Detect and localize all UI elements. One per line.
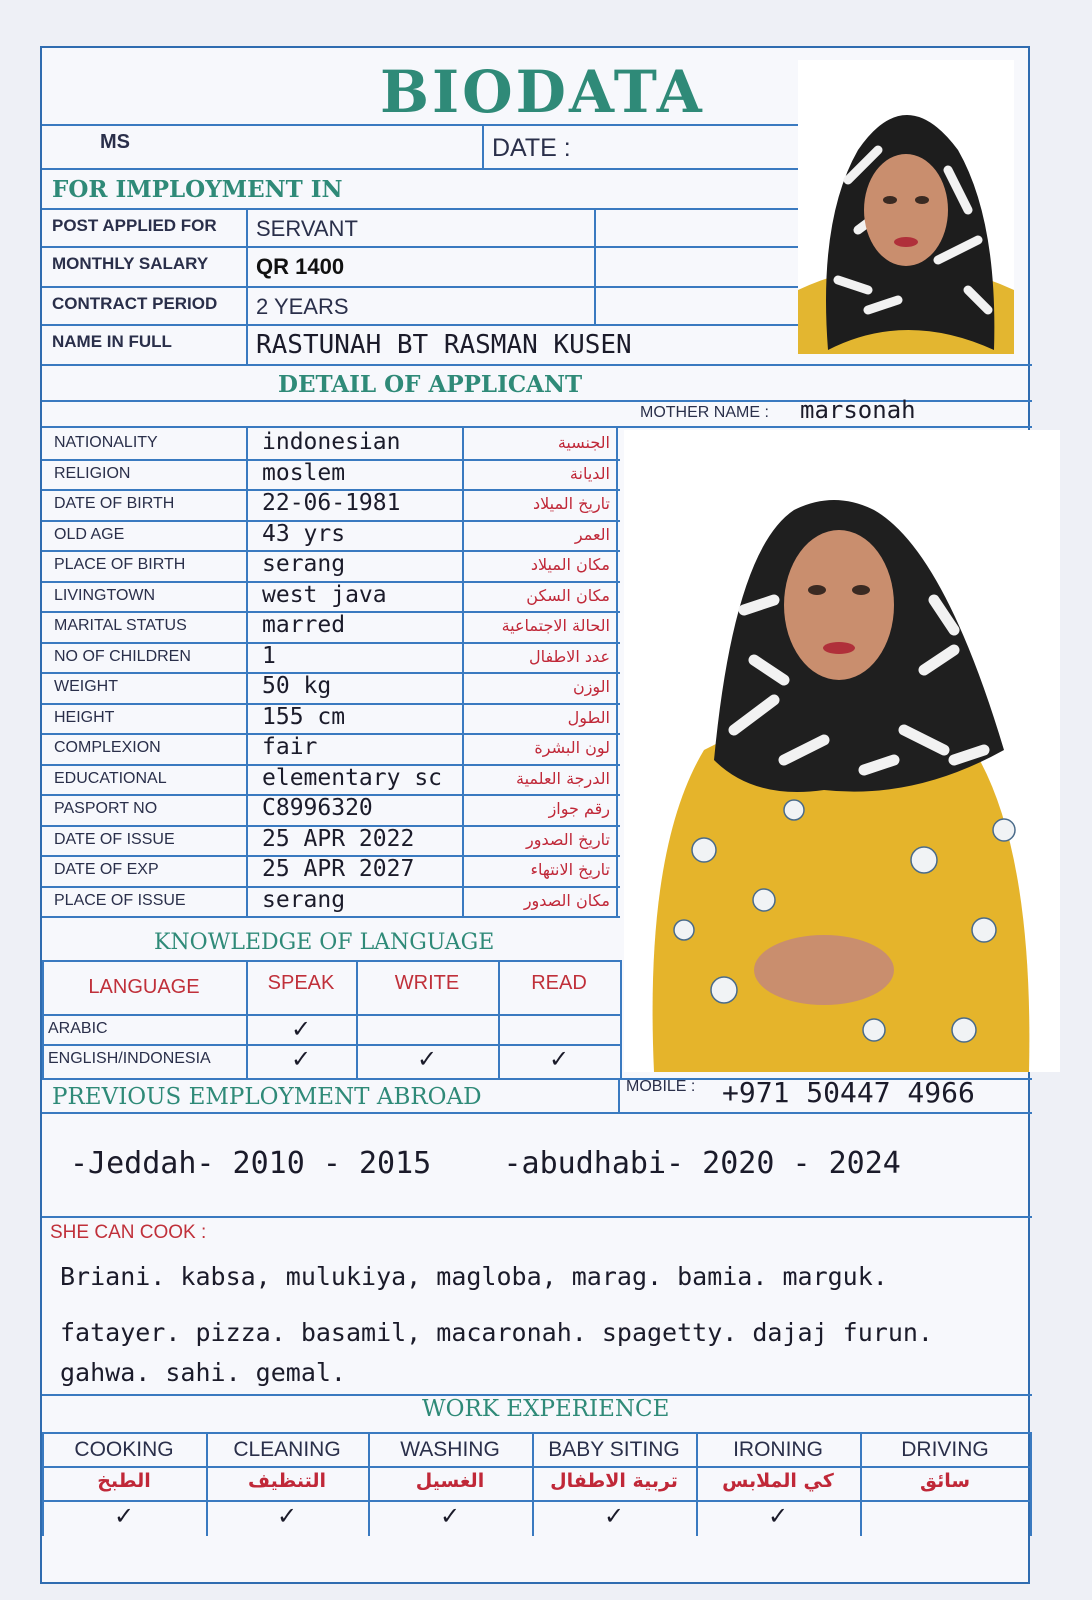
previous-entries: -Jeddah- 2010 - 2015 -abudhabi- 2020 - 2024 — [70, 1146, 901, 1181]
applicant-label: DATE OF BIRTH — [54, 495, 175, 512]
applicant-arabic-label: مكان الميلاد — [530, 555, 610, 574]
employment-label: NAME IN FULL — [52, 332, 172, 351]
work-skill-check: ✓ — [767, 1502, 789, 1530]
employment-label: POST APPLIED FOR — [52, 216, 217, 235]
applicant-arabic-label: مكان الصدور — [523, 891, 610, 910]
language-name: ARABIC — [48, 1020, 108, 1037]
cook-label: SHE CAN COOK : — [50, 1222, 207, 1243]
mobile-label: MOBILE : — [626, 1078, 696, 1095]
applicant-arabic-label: الديانة — [569, 464, 610, 483]
applicant-value: serang — [262, 551, 346, 577]
applicant-value: 155 cm — [262, 704, 346, 730]
applicant-arabic-label: عدد الاطفال — [528, 647, 610, 666]
applicant-value: C8996320 — [262, 795, 373, 821]
applicant-value: indonesian — [262, 429, 401, 455]
work-skill-arabic: تربية الاطفال — [550, 1470, 678, 1492]
language-column-header: LANGUAGE — [88, 976, 200, 998]
previous-heading: PREVIOUS EMPLOYMENT ABROAD — [52, 1084, 482, 1110]
work-skill-label: IRONING — [733, 1438, 823, 1461]
applicant-arabic-label: تاريخ الميلاد — [533, 494, 610, 513]
applicant-label: PASPORT NO — [54, 800, 158, 817]
applicant-label: MARITAL STATUS — [54, 617, 187, 634]
applicant-value: 43 yrs — [262, 521, 346, 547]
language-heading: KNOWLEDGE OF LANGUAGE — [154, 930, 495, 955]
mother-value: marsonah — [800, 396, 916, 424]
read-column-header: READ — [531, 972, 587, 994]
applicant-label: DATE OF EXP — [54, 861, 159, 878]
applicant-label: RELIGION — [54, 465, 131, 482]
work-skill-label: CLEANING — [233, 1438, 341, 1461]
applicant-arabic-label: العمر — [574, 525, 610, 544]
applicant-arabic-label: مكان السكن — [526, 586, 610, 605]
work-skill-arabic: كي الملابس — [722, 1470, 834, 1492]
full-body-photo — [624, 430, 1060, 1072]
applicant-value: fair — [262, 734, 318, 760]
work-skill-arabic: الغسيل — [415, 1470, 485, 1492]
employment-label: MONTHLY SALARY — [52, 254, 209, 273]
applicant-label: HEIGHT — [54, 709, 115, 726]
employment-value: 2 YEARS — [256, 294, 349, 319]
page-title: BIODATA — [380, 58, 705, 126]
work-skill-arabic: الطبخ — [97, 1470, 151, 1492]
applicant-arabic-label: لون البشرة — [534, 738, 610, 757]
applicant-arabic-label: الجنسية — [557, 433, 610, 452]
applicant-label: WEIGHT — [54, 678, 118, 695]
applicant-arabic-label: تاريخ الصدور — [526, 830, 610, 849]
applicant-value: west java — [262, 582, 387, 608]
applicant-value: 25 APR 2022 — [262, 826, 415, 852]
applicant-arabic-label: رقم جواز — [548, 799, 610, 818]
applicant-value: serang — [262, 887, 346, 913]
portrait-photo-image — [798, 60, 1014, 354]
portrait-photo — [798, 60, 1014, 354]
applicant-value: elementary sc — [262, 765, 443, 791]
work-skill-label: DRIVING — [901, 1438, 989, 1461]
language-speak-check: ✓ — [290, 1045, 312, 1073]
applicant-arabic-label: الطول — [567, 708, 610, 727]
applicant-value: 1 — [262, 643, 276, 669]
ref-code: MS — [100, 131, 130, 153]
write-column-header: WRITE — [394, 972, 460, 994]
applicant-arabic-label: الوزن — [572, 677, 610, 696]
applicant-label: LIVINGTOWN — [54, 587, 156, 604]
language-write-check: ✓ — [416, 1045, 438, 1073]
work-skill-label: COOKING — [74, 1438, 174, 1461]
applicant-label: NO OF CHILDREN — [54, 648, 191, 665]
applicant-label: DATE OF ISSUE — [54, 831, 175, 848]
applicant-arabic-label: تاريخ الانتهاء — [530, 860, 610, 879]
employment-heading: FOR IMPLOYMENT IN — [52, 176, 343, 203]
work-skill-label: WASHING — [400, 1438, 500, 1461]
cook-line-1: Briani. kabsa, mulukiya, magloba, marag. bamia. marguk. — [60, 1262, 888, 1291]
applicant-label: PLACE OF BIRTH — [54, 556, 186, 573]
employment-value: QR 1400 — [256, 254, 345, 279]
applicant-value: 50 kg — [262, 673, 332, 699]
work-heading: WORK EXPERIENCE — [422, 1396, 670, 1422]
work-skill-check: ✓ — [439, 1502, 461, 1530]
applicant-value: 25 APR 2027 — [262, 856, 415, 882]
applicant-value: moslem — [262, 460, 346, 486]
mobile-value: +971 50447 4966 — [722, 1076, 975, 1109]
applicant-arabic-label: الدرجة العلمية — [516, 769, 610, 788]
applicant-label: PLACE OF ISSUE — [54, 892, 186, 909]
cook-line-2: fatayer. pizza. basamil, macaronah. spagetty. dajaj furun. — [60, 1318, 933, 1347]
applicant-label: NATIONALITY — [54, 434, 158, 451]
applicant-label: COMPLEXION — [54, 739, 161, 756]
work-skill-check: ✓ — [603, 1502, 625, 1530]
applicant-arabic-label: الحالة الاجتماعية — [501, 616, 610, 635]
date-label: DATE : — [492, 134, 571, 162]
language-speak-check: ✓ — [290, 1015, 312, 1043]
work-skill-check: ✓ — [113, 1502, 135, 1530]
language-name: ENGLISH/INDONESIA — [48, 1050, 211, 1067]
language-read-check: ✓ — [548, 1045, 570, 1073]
full-body-photo-image — [624, 430, 1060, 1072]
employment-value: RASTUNAH BT RASMAN KUSEN — [256, 330, 632, 360]
work-skill-arabic: التنظيف — [247, 1470, 327, 1492]
applicant-value: 22-06-1981 — [262, 490, 401, 516]
mother-label: MOTHER NAME : — [640, 404, 769, 421]
employment-label: CONTRACT PERIOD — [52, 294, 218, 313]
work-skill-check: ✓ — [276, 1502, 298, 1530]
speak-column-header: SPEAK — [267, 972, 335, 994]
work-skill-label: BABY SITING — [548, 1438, 680, 1461]
applicant-label: OLD AGE — [54, 526, 125, 543]
applicant-label: EDUCATIONAL — [54, 770, 167, 787]
applicant-value: marred — [262, 612, 346, 638]
work-skill-arabic: سائق — [919, 1470, 971, 1492]
cook-line-3: gahwa. sahi. gemal. — [60, 1358, 346, 1387]
applicant-heading: DETAIL OF APPLICANT — [278, 371, 583, 398]
employment-value: SERVANT — [256, 216, 358, 241]
